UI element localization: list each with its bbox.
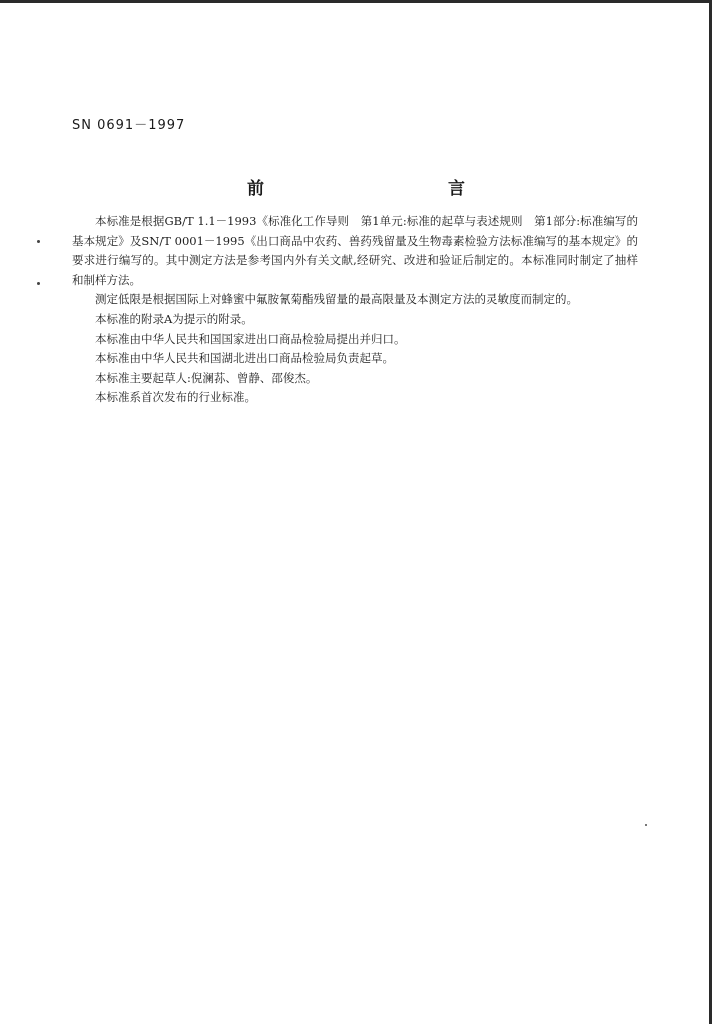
- scan-speck: [645, 824, 647, 826]
- foreword-body: [72, 212, 638, 408]
- paragraph-detection-limit: 测定低限是根据国际上对蜂蜜中氟胺氰菊酯残留量的最高限量及本测定方法的灵敏度而制定的。: [95, 292, 578, 307]
- paragraph-appendix: 本标准的附录A为提示的附录。: [95, 311, 253, 326]
- paragraph-drafters: 本标准主要起草人:倪澜荪、曾静、邵俊杰。: [95, 370, 318, 385]
- page-title: 前 言: [247, 179, 515, 199]
- margin-mark: [37, 282, 40, 285]
- paragraph-drafter-org: 本标准由中华人民共和国湖北进出口商品检验局负责起草。: [95, 351, 394, 366]
- standard-code: SN 0691－1997: [72, 118, 186, 133]
- paragraph-basis: 本标准是根据GB/T 1.1－1993《标准化工作导则 第1单元:标准的起草与表述规则 第1部分:标准编写的基本规定》及SN/T 0001－1995《出口商品中农药、兽药残留量及生物毒素检验方法标准编写的基本规定》的要求进行编写的。其中测定方法是参考国内外有关文献,经研究、改进和验证后制定的。本标准同时制定了抽样和制样方法。: [72, 214, 638, 287]
- paragraph-first-release: 本标准系首次发布的行业标准。: [95, 390, 256, 405]
- margin-mark: [37, 240, 40, 243]
- paragraph-proposer: 本标准由中华人民共和国国家进出口商品检验局提出并归口。: [95, 331, 406, 346]
- scan-border-top: [0, 0, 712, 3]
